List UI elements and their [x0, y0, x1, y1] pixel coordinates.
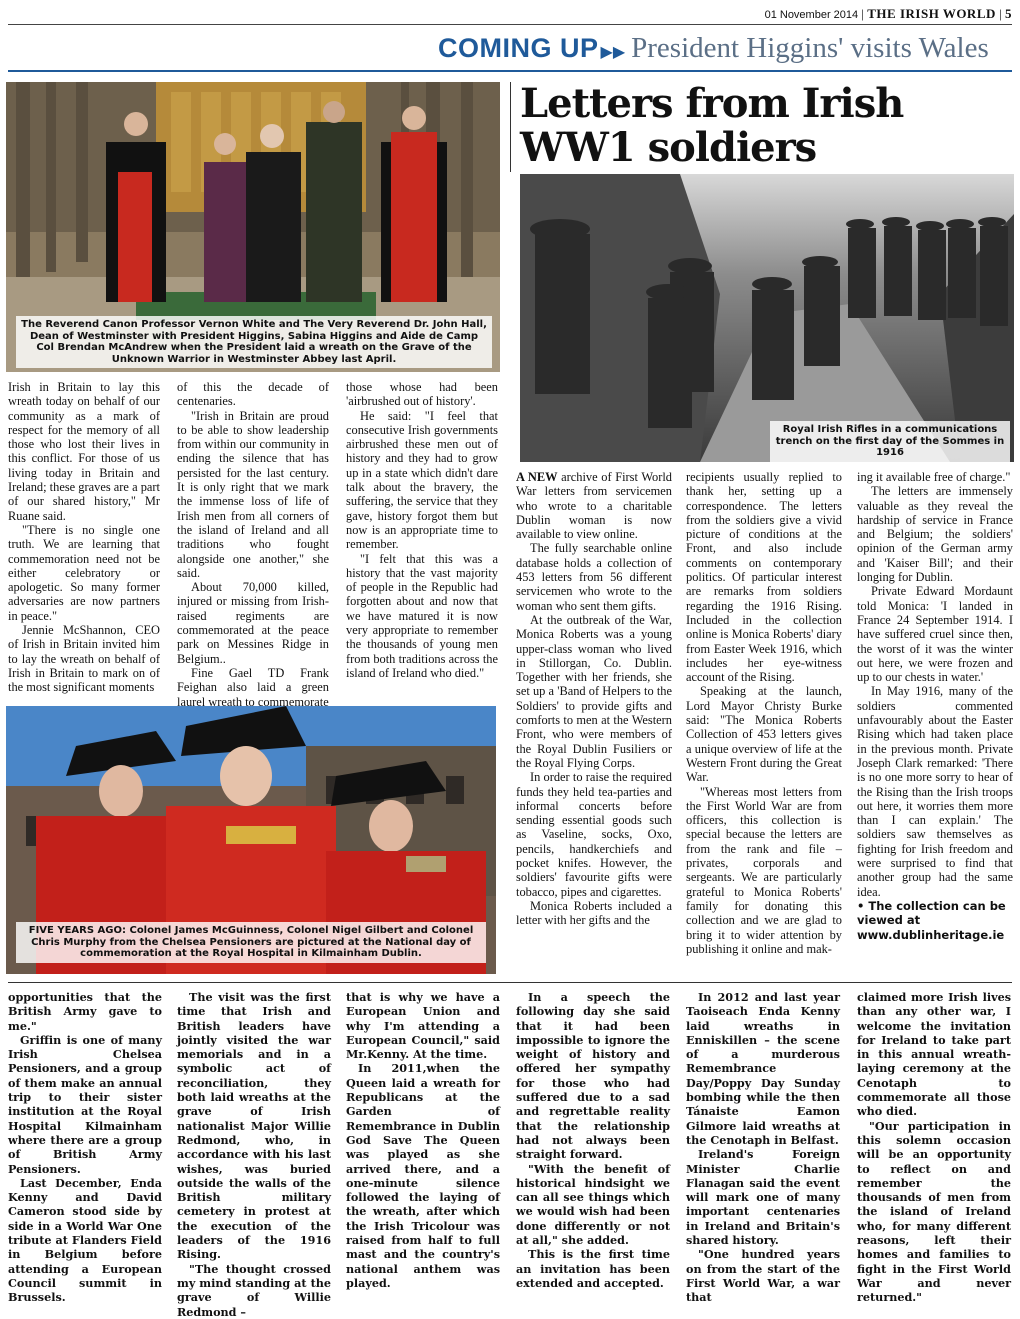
bottom-story-column-2: [177, 990, 331, 1319]
bottom-story-column-1: [8, 990, 162, 1305]
paragraph: recipients usually replied to thank her, setting up a correspondence. The letters from the soldiers give a vivid picture of conditions at the Front, and also include comments on contemporary politics. Of particular interest are remarks from soldiers regarding the 1916 Rising. Included in the collection online is Monica Roberts' diary from Easter Week 1916, which includes her eye-witness account of the Rising.: [686, 470, 842, 685]
bottom-story-column-4: [516, 990, 670, 1290]
paragraph: Jennie McShannon, CEO of Irish in Britain invited him to lay the wreath on behalf of Irish in Britain to mark on of the most significant moments: [8, 623, 160, 695]
bottom-story-column-5: [686, 990, 840, 1305]
left-story-column-3: [346, 380, 498, 680]
bottom-story-column-3: [346, 990, 500, 1290]
paragraph: In May 1916, many of the soldiers commented unfavourably about the Easter Rising which had taken place in the previous month. Private Joseph Clark remarked: 'There is no one more sorry to hear of the Rising than the Irish troops out here, it worries them more than I can explain.' The soldiers saw themselves as fighting for Irish freedom and were surprised to find that another group had the same idea.: [857, 684, 1013, 899]
abbey-photo-caption: The Reverend Canon Professor Vernon White and The Very Reverend Dr. John Hall, Dean of Westminster with President Higgins, Sabina Higgins and Aide de Camp Col Brendan McAndrew when the President laid a wreath on the Grave of the Unknown Warrior in Westminster Abbey last April.: [16, 316, 492, 368]
right-story-column-2: [686, 470, 842, 956]
paragraph: "There is no single one truth. We are learning that commemoration need not be either celebratory or apologetic. So many former adversaries are now partners in peace.": [8, 522, 160, 623]
paragraph-text: archive of First World War letters from servicemen who wrote to a charitable Dublin woman is now available to view online.: [516, 470, 673, 542]
right-story-column-1: [516, 470, 672, 928]
paragraph: Griffin is one of many Irish Chelsea Pensioners, and a group of them make an annual trip to their sister institution at the Royal Hospital Kilmainham where there are a group of British Army Pensioners.: [8, 1032, 162, 1176]
paragraph: He said: "I feel that consecutive Irish governments airbrushed these men out of history and they had to grow up in a state which didn't dare talk about the bravery, the suffering, the service that they gave, history forgot them but now is an appropriate time to remember.: [346, 408, 498, 552]
page-number: 5: [1005, 6, 1012, 21]
publication-name: THE IRISH WORLD: [867, 6, 996, 21]
paragraph: About 70,000 killed, injured or missing from Irish-raised regiments are commemorated at the peace park on Messines Ridge in Belgium..: [177, 580, 329, 666]
paragraph: Private Edward Mordaunt told Monica: 'I landed in France 24 September 1914. I have suffered cruel since then, the worst of it was the winter out here, we were frozen and up to our chests in water.': [857, 584, 1013, 685]
paragraph: Irish in Britain to lay this wreath today on behalf of our community as a mark of respect for the memory of all those who lost their lives in this conflict. For those of us living today in Britain and Ireland; these graves are a part of our shared history," Mr Ruane said.: [8, 380, 160, 523]
trench-photo-caption: Royal Irish Rifles in a communications trench on the first day of the Sommes in 1916: [770, 421, 1010, 462]
paragraph: of this the decade of centenaries.: [177, 380, 329, 409]
story-lead-in: A NEW: [516, 470, 558, 484]
paragraph: "One hundred years on from the start of the First World War, a war that: [686, 1247, 840, 1305]
paragraph: [516, 470, 672, 541]
paragraph: that is why we have a European Union and why I'm attending a European Council," said Mr.Kenny. At the time.: [346, 990, 500, 1062]
paragraph: "The thought crossed my mind standing at the grave of Willie Redmond –: [177, 1261, 331, 1319]
paragraph: those whose had been 'airbrushed out of history'.: [346, 380, 498, 409]
paragraph: Monica Roberts included a letter with her gifts and the: [516, 898, 672, 928]
collection-link-note: • The collection can be viewed at www.dublinheritage.ie: [857, 898, 1006, 942]
paragraph: Fine Gael TD Frank Feighan also laid a green laurel wreath to commemorate: [177, 665, 329, 709]
paragraph: Speaking at the launch, Lord Mayor Christy Burke said: "The Monica Roberts Collection of 453 letters gives a unique overview of life at the Western Front during the Great War.: [686, 684, 842, 785]
double-arrow-icon: ▶▶: [600, 42, 626, 61]
paragraph: This is the first time an invitation has been extended and accepted.: [516, 1247, 670, 1290]
left-story-column-1: [8, 380, 160, 695]
paragraph: In a speech the following day she said that it had been impossible to ignore the weight of history and offered her sympathy for those who had suffered due to a sad and regrettable reality that the relationship had not always been straight forward.: [516, 990, 670, 1162]
top-rule: [8, 24, 1012, 25]
trench-photo: [520, 174, 1014, 462]
left-story-column-2: [177, 380, 329, 709]
column-divider: [510, 82, 511, 172]
bottom-story-column-6: [857, 990, 1011, 1305]
right-story-column-3: [857, 470, 1013, 942]
paragraph: In 2011,when the Queen laid a wreath for Republicans at the Garden of Remembrance in Dublin God Save The Queen was played as she arrived there, and a one-minute silence followed the laying of the wreath, after which the Irish Tricolour was raised from half to full mast and the country's national anthem was played.: [346, 1061, 500, 1290]
paragraph: The visit was the first time that Irish and British leaders have jointly visited the war memorials and in a symbolic act of reconciliation, they both laid wreaths at the grave of Irish nationalist Major Willie Redmond, who, in accordance with his last wishes, was buried outside the walls of the British military cemetery in protest at the execution of the leaders of the 1916 Rising.: [177, 990, 331, 1262]
paragraph: The letters are immensely valuable as they reveal the hardship of service in France and Belgium; the soldiers' opinion of the German army and 'Kaiser Bill'; and their longing for Dublin.: [857, 484, 1013, 585]
coming-up-label: COMING UP: [438, 33, 599, 63]
paragraph: "Our participation in this solemn occasion will be an opportunity to reflect on and remember the thousands of men from the island of Ireland who, for many different reasons, left their homes and families to fight in the First World War and never returned.": [857, 1118, 1011, 1305]
paragraph: Last December, Enda Kenny and David Cameron stood side by side in a World War One tribute at Flanders Field in Belgium before attending a European Council summit in Brussels.: [8, 1175, 162, 1305]
paragraph: "With the benefit of historical hindsight we can all see things which we would wish had been done differently or not at all," she added.: [516, 1161, 670, 1248]
paragraph: The fully searchable online database holds a collection of 453 letters from 56 different servicemen who wrote to the woman who sent them gifts.: [516, 541, 672, 613]
paragraph: claimed more Irish lives than any other war, I welcome the invitation for Ireland to take part in this annual wreath-laying ceremony at the Cenotaph to commemorate all those who died.: [857, 990, 1011, 1119]
paragraph: In order to raise the required funds they held tea-parties and informal concerts before sending essential goods such as Vaseline, socks, Oxo, pencils, handkerchiefs and pocket knifes. However, the soldiers' favourite gifts were tobacco, pipes and cigarettes.: [516, 770, 672, 899]
section-rule: [8, 70, 1012, 72]
pensioners-photo-caption: FIVE YEARS AGO: Colonel James McGuinness, Colonel Nigel Gilbert and Colonel Chris Murphy from the Chelsea Pensioners are pictured at the National day of commemoration at the Royal Hospital in Kilmainham Dublin.: [16, 922, 486, 963]
paragraph: ing it available free of charge.": [857, 470, 1011, 484]
folio-separator: |: [999, 6, 1005, 21]
bottom-section-rule: [8, 982, 1012, 983]
paragraph: In 2012 and last year Taoiseach Enda Kenny laid wreaths in Enniskillen – the scene of a murderous Remembrance Day/Poppy Day Sunday bombing while the then Tánaiste Eamon Gilmore laid wreaths at the Cenotaph in Belfast.: [686, 990, 840, 1147]
folio-separator: |: [861, 6, 868, 21]
paragraph: Ireland's Foreign Minister Charlie Flanagan said the event will mark one of many important centenaries in Ireland and Britain's shared history.: [686, 1147, 840, 1248]
issue-date: 01 November 2014: [764, 9, 859, 21]
paragraph: "I felt that this was a history that the vast majority of people in the Republic had forgotten about and now that we have matured it is now very appropriate to remember the thousands of young men from both traditions across the island of Ireland who died.": [346, 551, 498, 680]
headline: Letters from Irish WW1 soldiers: [520, 80, 904, 171]
coming-up-banner: [438, 32, 989, 66]
paragraph: At the outbreak of the War, Monica Roberts was a young upper-class woman who lived in Stillorgan, Co. Dublin. Together with her friends, she set up a 'Band of Helpers to the Soldiers' to provide gifts and comforts to men at the Western Front, who were members of the Royal Dublin Fusiliers or the Royal Flying Corps.: [516, 612, 672, 770]
paragraph: "Whereas most letters from the First World War are from officers, this collection is special because the letters are from the rank and file – privates, corporals and sergeants. We are particularly grateful to Monica Roberts' family for donating this collection and we are glad to bring it to wider attention by publishing it online and mak-: [686, 784, 842, 956]
coming-up-title: President Higgins' visits Wales: [631, 32, 989, 64]
paragraph: opportunities that the British Army gave to me.": [8, 990, 162, 1033]
page-folio: [765, 6, 1012, 22]
paragraph: "Irish in Britain are proud to be able to show leadership from within our community in ending the silence that has persisted for the last century. It is only right that we mark the immense loss of life of Irish men from all corners of the island of Ireland and all traditions who fought alongside one another," she said.: [177, 408, 329, 580]
